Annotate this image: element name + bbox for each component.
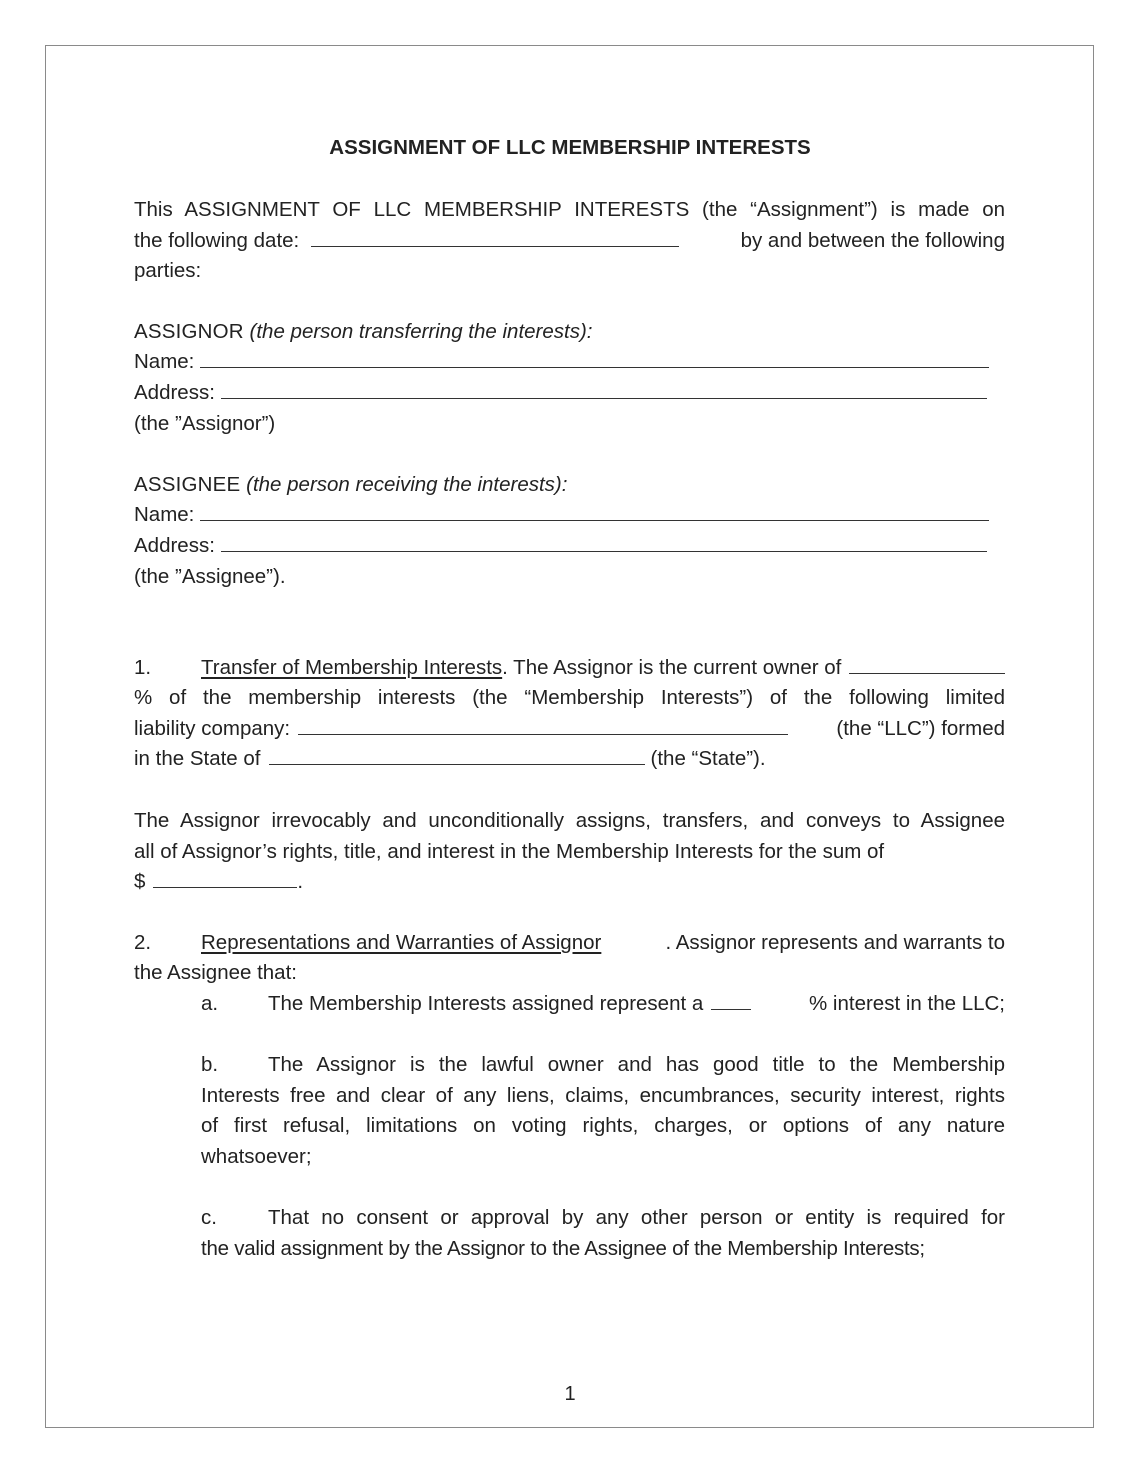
state-defined: (the “State”). (650, 747, 766, 770)
item-c-line-2: the valid assignment by the Assignor to the Assignee of the Membership Interests; (201, 1237, 925, 1260)
assignee-address-blank (221, 533, 987, 552)
assignor-address-blank (221, 380, 987, 399)
assignee-name-label: Name: (134, 503, 195, 526)
assignee-heading-line (134, 470, 567, 500)
sum-blank (153, 869, 297, 888)
item-b-line-3: of first refusal, limitations on voting rights, charges, or options of any nature (201, 1114, 1005, 1137)
section2-line-2: the Assignee that: (134, 961, 297, 984)
assignee-name-blank (200, 502, 989, 521)
section1-line-4 (134, 744, 766, 774)
section1-para2-line-1: The Assignor irrevocably and unconditionally assigns, transfers, and conveys to Assignee (134, 809, 1005, 832)
item-c-line1-text: That no consent or approval by any other person or entity is required for (268, 1206, 1005, 1229)
date-blank (311, 228, 679, 247)
llc-defined: (the “LLC”) formed (836, 717, 1005, 740)
assignee-name-row (134, 500, 989, 530)
document-title: ASSIGNMENT OF LLC MEMBERSHIP INTERESTS (329, 136, 811, 159)
assignor-address-row (134, 378, 987, 408)
section1-line1-text: . The Assignor is the current owner of (502, 656, 842, 679)
item-b-line-1 (201, 1050, 1005, 1080)
llc-label: liability company: (134, 717, 291, 740)
assignor-heading-line (134, 317, 593, 347)
assignor-heading: ASSIGNOR (134, 320, 244, 343)
assignor-name-label: Name: (134, 350, 195, 373)
item-c-marker: c. (201, 1206, 217, 1229)
section2-heading: Representations and Warranties of Assignor (201, 931, 602, 954)
assignor-heading-note: (the person transferring the interests): (249, 320, 593, 343)
page-number: 1 (564, 1383, 576, 1405)
section1-line-2: % of the membership interests (the “Membership Interests”) of the following limited (134, 686, 1005, 709)
item-c-line-1 (201, 1203, 1005, 1233)
assignee-defined: (the ”Assignee”). (134, 565, 286, 588)
item-a (201, 989, 1005, 1019)
item-b-marker: b. (201, 1053, 219, 1076)
section1-line-1 (134, 653, 1005, 683)
assignor-defined: (the ”Assignor”) (134, 412, 276, 435)
assignee-heading: ASSIGNEE (134, 473, 241, 496)
item-a-text-2: % interest in the LLC; (809, 992, 1005, 1015)
item-a-marker: a. (201, 992, 219, 1015)
assignor-address-label: Address: (134, 381, 215, 404)
section2-number: 2. (134, 931, 152, 954)
intro-line-2 (134, 226, 1005, 256)
assignee-address-label: Address: (134, 534, 215, 557)
assignor-name-blank (200, 349, 989, 368)
intro-between-text: by and between the following (740, 229, 1005, 252)
state-label: in the State of (134, 747, 261, 770)
sum-period: . (297, 870, 304, 893)
dollar-sign: $ (134, 870, 146, 893)
item-b-line-4: whatsoever; (201, 1145, 312, 1168)
item-a-text-1: The Membership Interests assigned represent a (268, 992, 704, 1015)
ownership-percent-blank (849, 655, 1005, 674)
interest-percent-blank (711, 991, 751, 1010)
section1-heading: Transfer of Membership Interests (201, 656, 503, 679)
section1-para2-line-3 (134, 867, 303, 897)
section1-number: 1. (134, 656, 152, 679)
section1-para2-line-2: all of Assignor’s rights, title, and interest in the Membership Interests for the sum of (134, 840, 885, 863)
section1-line-3 (134, 714, 1005, 744)
intro-date-label: the following date: (134, 229, 300, 252)
item-b-line-2: Interests free and clear of any liens, claims, encumbrances, security interest, rights (201, 1084, 1005, 1107)
intro-line-3: parties: (134, 259, 202, 282)
intro-line-1: This ASSIGNMENT OF LLC MEMBERSHIP INTERESTS (the “Assignment”) is made on (134, 198, 1005, 221)
section2-line-1 (134, 928, 1005, 958)
assignor-name-row (134, 347, 989, 377)
assignee-heading-note: (the person receiving the interests): (246, 473, 568, 496)
state-blank (269, 746, 645, 765)
llc-name-blank (298, 716, 788, 735)
item-b-line1-text: The Assignor is the lawful owner and has good title to the Membership (268, 1053, 1005, 1076)
assignee-address-row (134, 531, 987, 561)
section2-line1-text: . Assignor represents and warrants to (665, 931, 1005, 954)
